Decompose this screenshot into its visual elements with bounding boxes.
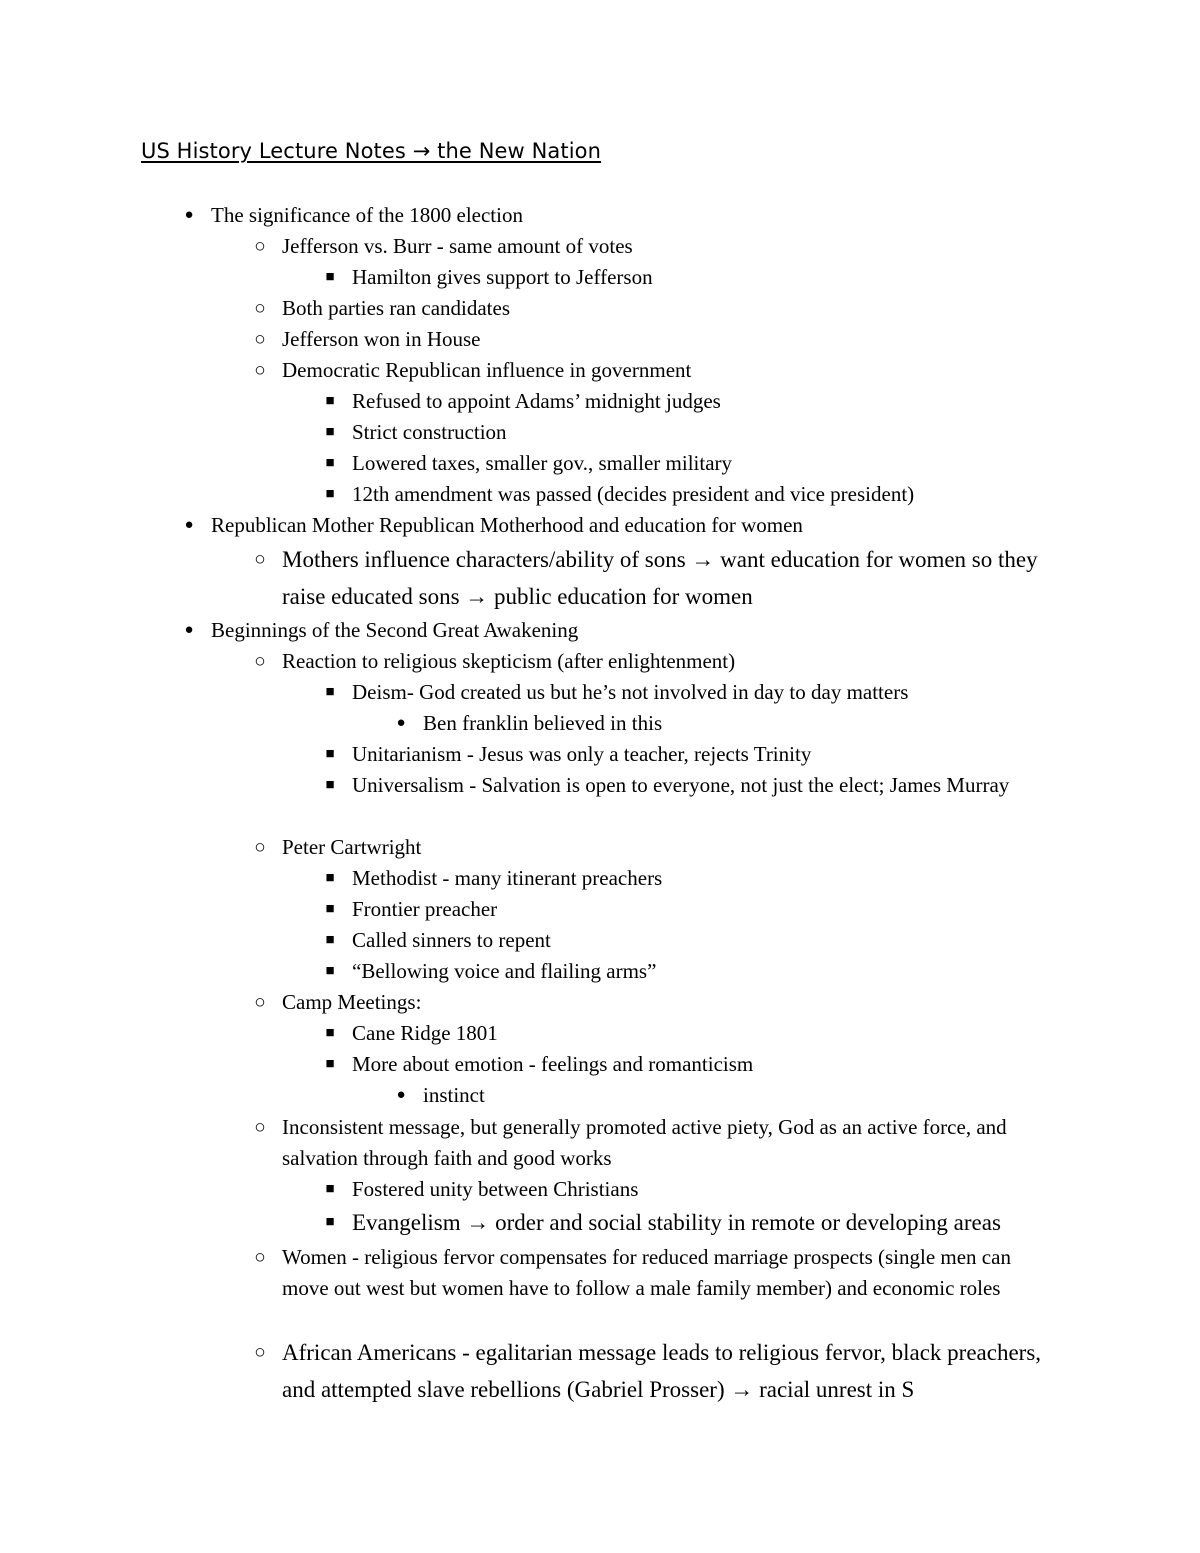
list-item-text: 12th amendment was passed (decides president and vice president) [352,482,915,506]
list-item-text: Women - religious fervor compensates for reduced marriage prospects (single men can move out west but women have to follow a male family member) and economic roles [282,1245,1011,1300]
bullet-square-icon: ■ [325,486,335,502]
list-item-text: instinct [423,1083,485,1107]
list-item [325,479,915,510]
bullet-square-icon: ■ [325,269,335,285]
list-item-text: More about emotion - feelings and romanticism [352,1052,754,1076]
list-item [325,262,653,293]
bullet-square-icon: ■ [325,1025,335,1041]
list-item-text: Hamilton gives support to Jefferson [352,265,653,289]
list-item [325,417,507,448]
list-item [254,1112,1067,1174]
list-item-text: Methodist - many itinerant preachers [352,866,663,890]
list-item [254,541,1052,615]
list-item-text: Lowered taxes, smaller gov., smaller military [352,451,733,475]
list-item-text: Called sinners to repent [352,928,551,952]
list-item-text: “Bellowing voice and flailing arms” [352,959,657,983]
list-item-text: Unitarianism - Jesus was only a teacher, rejects Trinity [352,742,812,766]
bullet-square-icon: ■ [325,870,335,886]
list-item [396,708,663,739]
bullet-square-icon: ■ [325,1056,335,1072]
list-item-text: Ben franklin believed in this [423,711,663,735]
list-item [184,510,803,541]
bullet-disc-icon: ● [396,1087,406,1103]
bullet-disc-icon: ● [184,517,194,533]
list-item-text: The significance of the 1800 election [211,203,523,227]
list-item [325,739,812,770]
list-item [325,894,498,925]
list-item [254,832,422,863]
list-item-text: Cane Ridge 1801 [352,1021,498,1045]
list-item-text: Both parties ran candidates [282,296,511,320]
list-item [254,231,633,262]
list-item-text: Jefferson won in House [282,327,481,351]
bullet-square-icon: ■ [325,932,335,948]
list-item [325,925,551,956]
list-item-text: Peter Cartwright [282,835,422,859]
bullet-circle-icon: ○ [254,298,266,319]
bullet-square-icon: ■ [325,901,335,917]
bullet-circle-icon: ○ [254,1117,266,1138]
bullet-circle-icon: ○ [254,1247,266,1268]
list-item-text: Beginnings of the Second Great Awakening [211,618,579,642]
list-item-text: Reaction to religious skepticism (after enlightenment) [282,649,736,673]
bullet-circle-icon: ○ [254,1342,266,1363]
list-item-text: Refused to appoint Adams’ midnight judges [352,389,721,413]
list-item [254,355,692,386]
bullet-circle-icon: ○ [254,992,266,1013]
list-item-text: Fostered unity between Christians [352,1177,639,1201]
list-item-text: Frontier preacher [352,897,498,921]
bullet-square-icon: ■ [325,455,335,471]
list-item-text: Republican Mother Republican Motherhood and education for women [211,513,803,537]
list-item [325,1018,498,1049]
list-item [254,1242,1042,1304]
page-title: US History Lecture Notes → the New Nation [141,139,601,163]
list-item-text: Camp Meetings: [282,990,422,1014]
list-item [254,1334,1052,1408]
list-item [325,770,1032,801]
bullet-square-icon: ■ [325,393,335,409]
list-item [184,200,523,231]
bullet-disc-icon: ● [396,715,406,731]
bullet-disc-icon: ● [184,622,194,638]
list-item-text: African Americans - egalitarian message leads to religious fervor, black preachers, and attempted slave rebellions (Gabriel Prosser) → racial unrest in S [282,1340,1042,1402]
bullet-square-icon: ■ [325,424,335,440]
bullet-square-icon: ■ [325,1181,335,1197]
list-item [184,615,579,646]
list-item [325,448,733,479]
list-item [254,293,511,324]
bullet-disc-icon: ● [184,207,194,223]
list-item [325,956,657,987]
list-item-text: Evangelism → order and social stability in remote or developing areas [352,1210,1001,1235]
list-item [325,863,663,894]
list-item [254,646,736,677]
list-item-text: Deism- God created us but he’s not involved in day to day matters [352,680,909,704]
list-item-text: Jefferson vs. Burr - same amount of votes [282,234,633,258]
bullet-square-icon: ■ [325,777,335,793]
list-item [254,987,422,1018]
list-item-text: Strict construction [352,420,507,444]
list-item-text: Inconsistent message, but generally promoted active piety, God as an active force, and salvation through faith and good works [282,1115,1007,1170]
bullet-circle-icon: ○ [254,236,266,257]
bullet-circle-icon: ○ [254,360,266,381]
bullet-square-icon: ■ [325,746,335,762]
bullet-circle-icon: ○ [254,329,266,350]
bullet-circle-icon: ○ [254,549,266,570]
list-item [396,1080,485,1111]
bullet-square-icon: ■ [325,1214,335,1230]
list-item [325,386,721,417]
list-item [325,1204,1001,1241]
bullet-circle-icon: ○ [254,837,266,858]
bullet-circle-icon: ○ [254,651,266,672]
list-item [325,677,909,708]
bullet-square-icon: ■ [325,963,335,979]
list-item [254,324,481,355]
list-item-text: Democratic Republican influence in government [282,358,692,382]
bullet-square-icon: ■ [325,684,335,700]
list-item-text: Mothers influence characters/ability of sons → want education for women so they raise educated sons → public education for women [282,547,1038,609]
list-item [325,1174,639,1205]
list-item-text: Universalism - Salvation is open to everyone, not just the elect; James Murray [352,773,1010,797]
list-item [325,1049,754,1080]
